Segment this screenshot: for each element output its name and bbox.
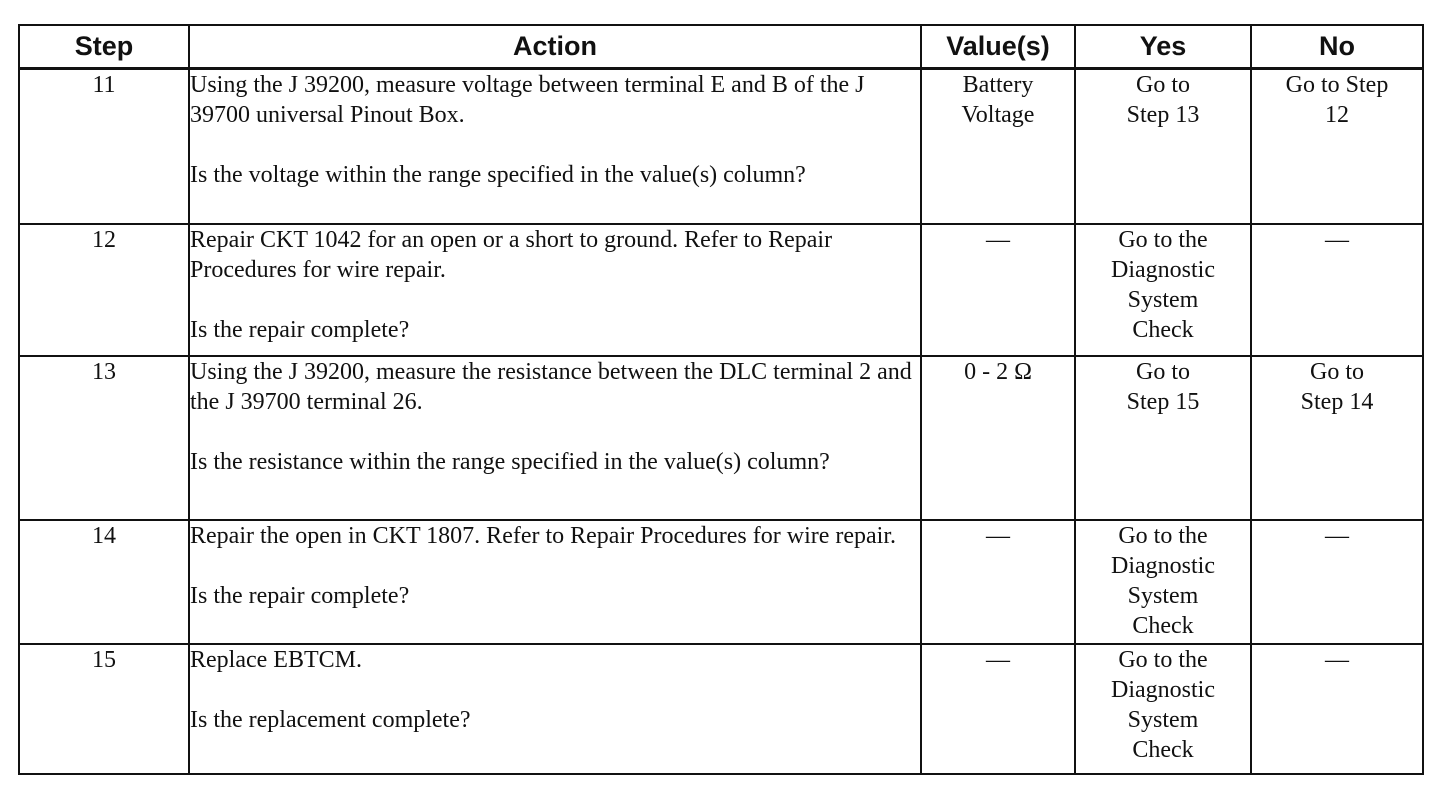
header-value: Value(s) xyxy=(921,25,1075,69)
value-cell: — xyxy=(921,224,1075,356)
value-cell: 0 - 2 Ω xyxy=(921,356,1075,520)
header-no: No xyxy=(1251,25,1423,69)
table-row xyxy=(19,356,1423,520)
action-cell xyxy=(189,69,921,224)
table-header xyxy=(19,25,1423,69)
step-number: 12 xyxy=(19,224,189,356)
value-cell: Battery Voltage xyxy=(921,69,1075,224)
table-row xyxy=(19,644,1423,774)
header-step: Step xyxy=(19,25,189,69)
action-question: Is the repair complete? xyxy=(190,582,410,609)
yes-cell: Go to Step 15 xyxy=(1075,356,1251,520)
yes-cell: Go to the Diagnostic System Check xyxy=(1075,224,1251,356)
header-yes: Yes xyxy=(1075,25,1251,69)
table-body xyxy=(19,69,1423,774)
table-row xyxy=(19,224,1423,356)
yes-cell: Go to the Diagnostic System Check xyxy=(1075,644,1251,774)
yes-cell: Go to Step 13 xyxy=(1075,69,1251,224)
action-question: Is the resistance within the range specified in the value(s) column? xyxy=(190,448,830,475)
step-number: 15 xyxy=(19,644,189,774)
header-row xyxy=(19,25,1423,69)
diagnostic-table xyxy=(18,24,1424,775)
action-text: Using the J 39200, measure voltage between terminal E and B of the J 39700 universal Pinout Box. xyxy=(190,72,865,128)
step-number: 11 xyxy=(19,69,189,224)
action-text: Repair CKT 1042 for an open or a short to ground. Refer to Repair Procedures for wire repair. xyxy=(190,226,833,283)
action-text: Repair the open in CKT 1807. Refer to Repair Procedures for wire repair. xyxy=(190,522,897,549)
yes-cell: Go to the Diagnostic System Check xyxy=(1075,520,1251,644)
action-cell xyxy=(189,644,921,774)
no-cell: — xyxy=(1251,520,1423,644)
action-cell xyxy=(189,356,921,520)
action-cell xyxy=(189,520,921,644)
action-question: Is the voltage within the range specified in the value(s) column? xyxy=(190,162,806,188)
table-row xyxy=(19,69,1423,224)
step-number: 13 xyxy=(19,356,189,520)
value-cell: — xyxy=(921,644,1075,774)
action-cell xyxy=(189,224,921,356)
header-action: Action xyxy=(189,25,921,69)
table-row xyxy=(19,520,1423,644)
no-cell: Go to Step 12 xyxy=(1251,69,1423,224)
no-cell: — xyxy=(1251,644,1423,774)
action-question: Is the repair complete? xyxy=(190,316,410,343)
value-cell: — xyxy=(921,520,1075,644)
no-cell: Go to Step 14 xyxy=(1251,356,1423,520)
action-question: Is the replacement complete? xyxy=(190,706,471,733)
action-text: Replace EBTCM. xyxy=(190,646,362,673)
action-text: Using the J 39200, measure the resistance between the DLC terminal 2 and the J 39700 terminal 26. xyxy=(190,358,912,415)
step-number: 14 xyxy=(19,520,189,644)
no-cell: — xyxy=(1251,224,1423,356)
